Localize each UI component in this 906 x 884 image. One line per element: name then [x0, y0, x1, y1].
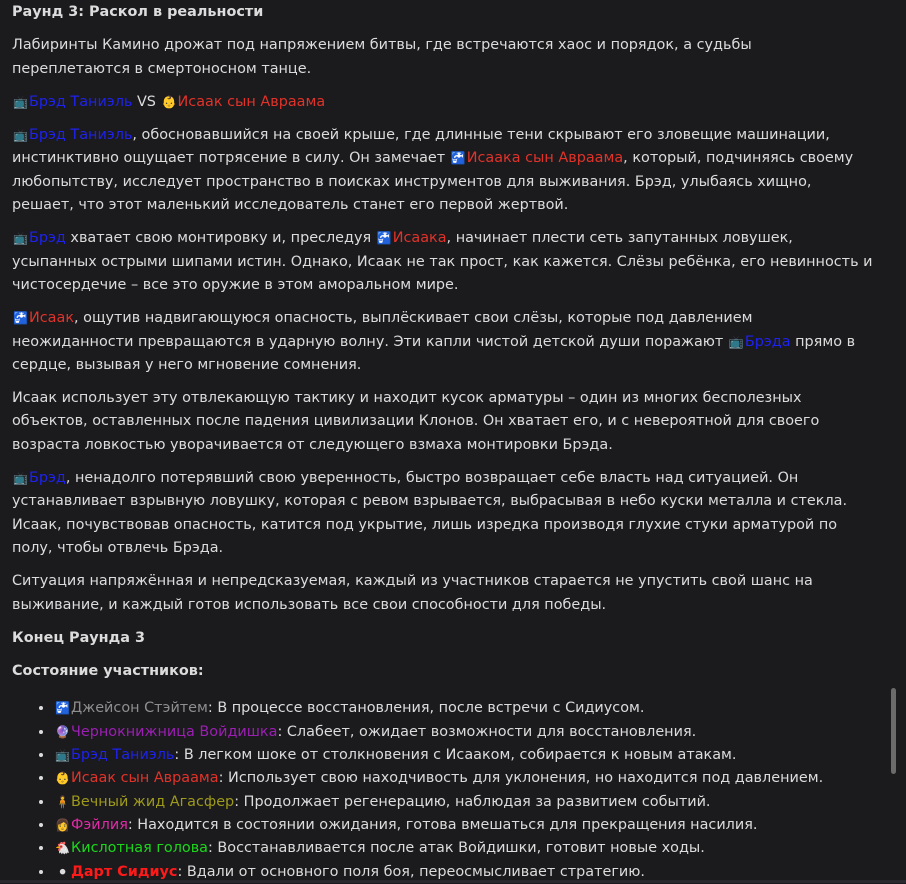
- participant-name: Чернокнижница Войдишка: [71, 723, 278, 740]
- participant-name: Фэйлия: [71, 816, 128, 833]
- tv-icon: 📺: [13, 231, 28, 246]
- baby-icon: 👶: [55, 771, 70, 786]
- list-item: [54, 814, 874, 837]
- shower-icon: 🚰: [450, 151, 466, 166]
- brad-name: Брэда: [744, 333, 791, 350]
- isaac-name: Исаака сын Авраама: [466, 150, 624, 167]
- participant-name: Джейсон Стэйтем: [71, 700, 208, 717]
- brad-name: Брэд Таниэль: [29, 93, 133, 110]
- participant-status: : Восстанавливается после атак Войдишки, готовит новые ходы.: [208, 840, 705, 857]
- brad-name: Брэд: [29, 230, 66, 247]
- participant-status: : Продолжает регенерацию, наблюдая за развитием событий.: [234, 793, 711, 810]
- woman-icon: 👩: [55, 817, 70, 832]
- story-paragraph-5: [12, 467, 874, 560]
- paragraph-text: хватает свою монтировку и, преследуя: [65, 230, 376, 247]
- message-content: [12, 0, 874, 884]
- participant-name: Исаак сын Авраама: [71, 770, 219, 787]
- list-item: [54, 744, 874, 767]
- participants-list: [12, 697, 874, 883]
- paragraph-text: , который, подчиняясь своему любопытству, исследует пространство в поисках инструментов для выживания. Брэд, улыбаясь хищно, решает, что этот маленький исследователь станет его первой жертвой.: [12, 150, 854, 214]
- paragraph-text: , ненадолго потерявший свою уверенность, быстро возвращает себе власть над ситуацией. Он устанавливает взрывную ловушку, которая с ревом взрывается, выбрасывая в небо куски металла и стекла. Исаак, почувствовав опасность, катится под укрытие, лишь изредка производя глухие стуки арматурой по полу, чтобы отвлечь Брэда.: [12, 470, 848, 556]
- story-paragraph-3: [12, 307, 874, 377]
- baby-icon: 👶: [161, 94, 177, 109]
- round-title: Раунд 3: Раскол в реальности: [12, 4, 264, 20]
- chicken-icon: 🐔: [55, 841, 70, 856]
- participant-name: Кислотная голова: [71, 840, 208, 857]
- list-item: [54, 767, 874, 790]
- tv-icon: 📺: [55, 748, 70, 763]
- black-circle-icon: ⚫: [57, 864, 68, 879]
- paragraph-text: прямо в сердце, вызывая у него мгновение сомнения.: [12, 333, 856, 373]
- story-paragraph-4: Исаак использует эту отвлекающую тактику и находит кусок арматуры – один из многих бесполезных объектов, оставленных после падения цивилизации Клонов. Он хватает его, и с невероятной для своего возраста ловкостью уворачивается от следующего взмаха монтировки Брэда.: [12, 390, 820, 453]
- isaac-name: Исаак сын Авраама: [177, 93, 326, 110]
- list-item: [54, 697, 874, 720]
- isaac-name: Исаак: [29, 310, 75, 327]
- list-item: [54, 721, 874, 744]
- isaac-name: Исаака: [392, 230, 447, 247]
- status-heading: Состояние участников:: [12, 663, 204, 680]
- story-paragraph-6: Ситуация напряжённая и непредсказуемая, каждый из участников старается не упустить свой шанс на выживание, и каждый готов использовать все свои способности для победы.: [12, 573, 813, 613]
- participant-status: : В легком шоке от столкновения с Исааком, собирается к новым атакам.: [174, 747, 737, 764]
- participant-status: : Вдали от основного поля боя, переосмысливает стратегию.: [177, 863, 645, 880]
- list-item: [54, 791, 874, 814]
- brad-name: Брэд: [29, 470, 66, 487]
- brad-name: Брэд Таниэль: [29, 127, 133, 144]
- intro-paragraph: Лабиринты Камино дрожат под напряжением битвы, где встречаются хаос и порядок, а судьбы переплетаются в смертоносном танце.: [12, 37, 752, 77]
- paragraph-text: , обосновавшийся на своей крыше, где длинные тени скрывают его зловещие машинации, инстинктивно ощущает потрясение в силу. Он замечает: [12, 127, 830, 167]
- participant-status: : Слабеет, ожидает возможности для восстановления.: [277, 723, 697, 740]
- paragraph-text: , начинает плести сеть запутанных ловушек, усыпанных острыми шипами истин. Однако, Исаак не так прост, как кажется. Слёзы ребёнка, его невинность и чистосердечие – все это оружие в этом аморальном мире.: [12, 230, 873, 293]
- story-paragraph-2: [12, 227, 874, 297]
- tv-icon: 📺: [728, 334, 744, 349]
- vs-label: VS: [132, 93, 161, 110]
- participant-name: Брэд Таниэль: [71, 747, 175, 764]
- crystal-ball-icon: 🔮: [55, 724, 70, 739]
- scrollbar[interactable]: [891, 688, 896, 774]
- participant-status: : В процессе восстановления, после встречи с Сидиусом.: [207, 700, 645, 717]
- tv-icon: 📺: [13, 94, 28, 109]
- list-item: [54, 837, 874, 860]
- participant-status: : Использует свою находчивость для уклонения, но находится под давлением.: [218, 770, 824, 787]
- person-standing-icon: 🧍: [55, 794, 70, 809]
- end-round-label: Конец Раунда 3: [12, 629, 145, 646]
- tv-icon: 📺: [13, 128, 28, 143]
- paragraph-text: , ощутив надвигающуюся опасность, выплёскивает свои слёзы, которые под давлением неожиданности превращаются в ударную волну. Эти капли чистой детской души поражают: [12, 310, 753, 350]
- participant-name: Вечный жид Агасфер: [71, 793, 235, 810]
- shower-icon: 🚰: [55, 701, 70, 716]
- versus-line: [12, 91, 874, 114]
- shower-icon: 🚰: [13, 311, 28, 326]
- participant-status: : Находится в состоянии ожидания, готова вмешаться для прекращения насилия.: [127, 816, 758, 833]
- shower-icon: 🚰: [376, 231, 392, 246]
- participant-name: Дарт Сидиус: [71, 863, 178, 880]
- tv-icon: 📺: [13, 471, 28, 486]
- story-paragraph-1: [12, 124, 874, 217]
